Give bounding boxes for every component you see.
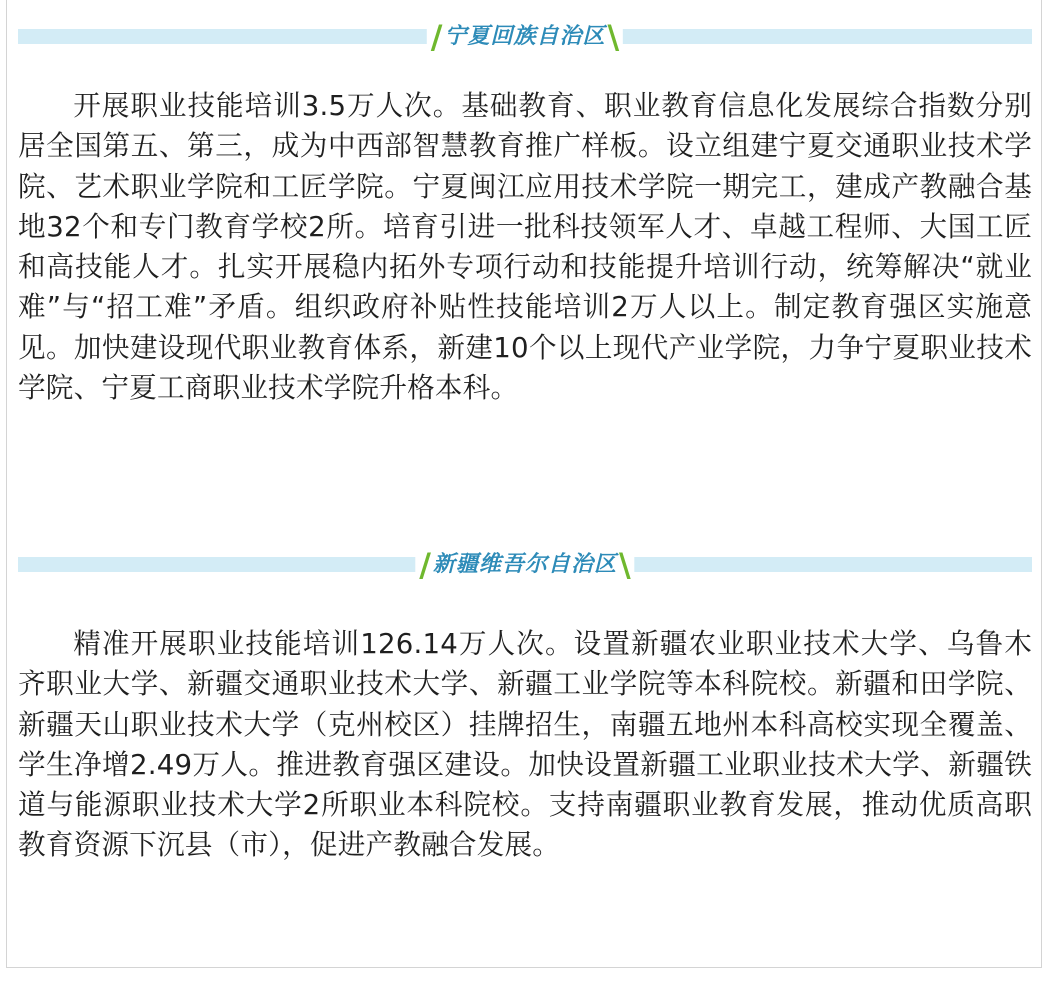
section-heading-bar [18,18,1032,56]
section-paragraph: 开展职业技能培训3.5万人次。基础教育、职业教育信息化发展综合指数分别居全国第五、第三，成为中西部智慧教育推广样板。设立组建宁夏交通职业技术学院、艺术职业学院和工匠学院。宁夏闽江应用技术学院一期完工，建成产教融合基地32个和专门教育学校2所。培育引进一批科技领军人才、卓越工程师、大国工匠和高技能人才。扎实开展稳内拓外专项行动和技能提升培训行动，统筹解决“就业难”与“招工难”矛盾。组织政府补贴性技能培训2万人以上。制定教育强区实施意见。加快建设现代职业教育体系，新建10个以上现代产业学院，力争宁夏职业技术学院、宁夏工商职业技术学院升格本科。 [18,89,1032,405]
section-xinjiang [18,546,1032,866]
section-title: 宁夏回族自治区 [444,24,606,49]
slash-decoration-right: \ [607,18,620,56]
slash-decoration-left: / [430,18,443,56]
section-heading-bar [18,546,1032,584]
heading-label [427,18,623,56]
section-paragraph: 精准开展职业技能培训126.14万人次。设置新疆农业职业技术大学、乌鲁木齐职业大学、新疆交通职业技术大学、新疆工业学院等本科院校。新疆和田学院、新疆天山职业技术大学（克州校区）挂牌招生，南疆五地州本科高校实现全覆盖、学生净增2.49万人。推进教育强区建设。加快设置新疆工业职业技术大学、新疆铁道与能源职业技术大学2所职业本科院校。支持南疆职业教育发展，推动优质高职教育资源下沉县（市），促进产教融合发展。 [18,627,1032,862]
heading-label [415,546,634,584]
slash-decoration-left: / [419,546,431,584]
slash-decoration-right: \ [619,546,631,584]
section-ningxia [18,18,1032,408]
section-title: 新疆维吾尔自治区 [432,552,618,577]
